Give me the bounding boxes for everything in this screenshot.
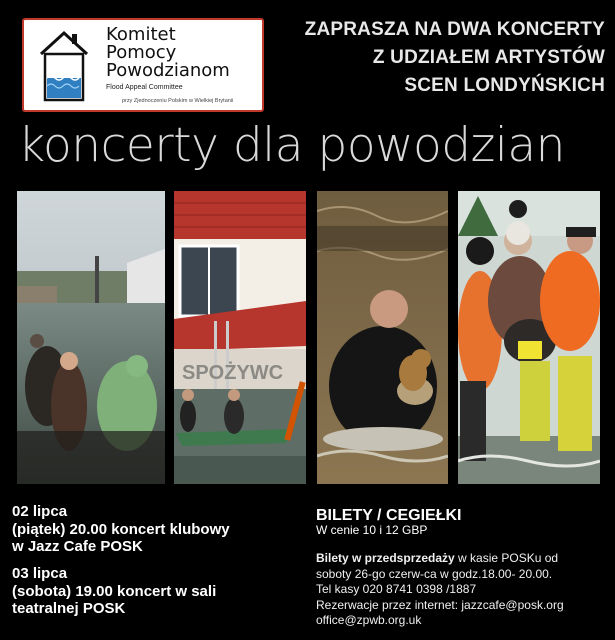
- concert-item: [12, 565, 312, 617]
- flooded-street-photo: [17, 191, 165, 484]
- concert-description: (piątek) 20.00 koncert klubowy: [12, 521, 230, 538]
- concert-venue: teatralnej POSK: [12, 600, 126, 617]
- box-office-phone: Tel kasy 020 8741 0398 /1887: [316, 582, 477, 596]
- logo-subtitle: przy Zjednoczeniu Polskim w Wielkiej Brytanii: [122, 98, 234, 104]
- concert-schedule: [12, 503, 312, 627]
- ticket-info: [316, 507, 611, 629]
- committee-logo: [22, 18, 264, 112]
- flooded-shop-boat-photo: [174, 191, 306, 484]
- concert-venue: w Jazz Cafe POSK: [12, 538, 143, 555]
- tickets-price: W cenie 10 i 12 GBP: [316, 523, 428, 537]
- concert-date: 02 lipca: [12, 503, 68, 520]
- concert-description: (sobota) 19.00 koncert w sali: [12, 583, 217, 600]
- house-water-logo-icon: [38, 28, 90, 104]
- concert-item: [12, 503, 312, 555]
- concert-date: 03 lipca: [12, 565, 68, 582]
- tickets-title: BILETY / CEGIEŁKI: [316, 507, 462, 524]
- man-rescuing-dog-photo: [317, 191, 448, 484]
- presale-info: [316, 551, 611, 629]
- presale-hours: soboty 26-go czerw-ca w godz.18.00- 20.00.: [316, 566, 553, 581]
- online-booking: Rezerwacje przez internet: jazzcafe@posk.org: [316, 597, 564, 612]
- poster-headline: koncerty dla powodzian: [18, 118, 565, 173]
- office-email: office@zpwb.org.uk: [316, 613, 422, 627]
- rescuers-carrying-woman-photo: [458, 191, 600, 484]
- logo-english-name: Flood Appeal Committee: [106, 84, 183, 91]
- presale-line: Bilety w przedsprzedaży w kasie POSKu od: [316, 551, 559, 565]
- logo-name: Komitet Pomocy Powodzianom: [106, 24, 230, 81]
- shop-sign-text: SPOŻYWC: [182, 362, 284, 384]
- invitation-text: ZAPRASZA NA DWA KONCERTY Z UDZIAŁEM ARTYSTÓW SCEN LONDYŃSKICH: [304, 19, 605, 96]
